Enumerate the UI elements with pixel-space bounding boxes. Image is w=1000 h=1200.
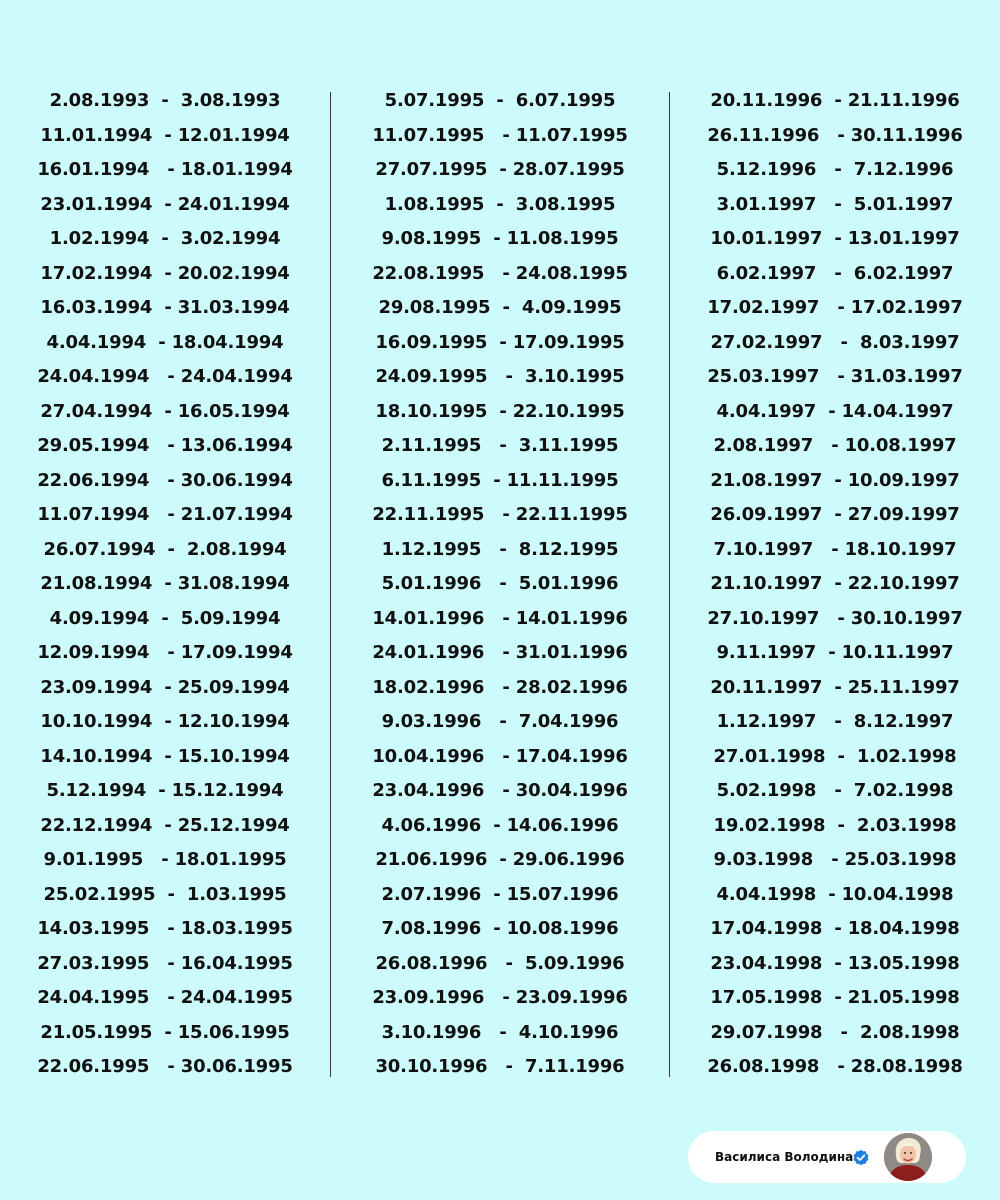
date-range-row: 17.02.1997 - 17.02.1997 bbox=[707, 297, 963, 318]
date-range-row: 1.12.1997 - 8.12.1997 bbox=[716, 711, 954, 732]
date-range-row: 5.12.1994 - 15.12.1994 bbox=[46, 780, 284, 801]
date-range-row: 11.07.1994 - 21.07.1994 bbox=[37, 504, 293, 525]
date-range-row: 7.08.1996 - 10.08.1996 bbox=[381, 918, 619, 939]
date-range-row: 17.05.1998 - 21.05.1998 bbox=[710, 987, 960, 1008]
date-range-row: 23.01.1994 - 24.01.1994 bbox=[40, 193, 290, 215]
date-range-row: 22.06.1994 - 30.06.1994 bbox=[37, 469, 293, 491]
date-range-row: 17.04.1998 - 18.04.1998 bbox=[710, 918, 960, 939]
date-range-row: 3.10.1996 - 4.10.1996 bbox=[381, 1021, 619, 1043]
date-range-row: 22.12.1994 - 25.12.1994 bbox=[40, 814, 290, 836]
date-range-row: 9.01.1995 - 18.01.1995 bbox=[43, 849, 287, 870]
date-range-row: 5.07.1995 - 6.07.1995 bbox=[384, 90, 616, 111]
avatar[interactable] bbox=[884, 1133, 932, 1181]
date-range-row: 23.04.1996 - 30.04.1996 bbox=[372, 780, 628, 801]
date-range-row: 24.04.1994 - 24.04.1994 bbox=[37, 366, 293, 387]
date-range-row: 14.03.1995 - 18.03.1995 bbox=[37, 918, 293, 939]
date-range-row: 30.10.1996 - 7.11.1996 bbox=[375, 1056, 625, 1077]
date-range-row: 11.07.1995 - 11.07.1995 bbox=[372, 124, 628, 146]
date-range-row: 16.01.1994 - 18.01.1994 bbox=[37, 159, 293, 180]
date-range-row: 22.06.1995 - 30.06.1995 bbox=[37, 1056, 293, 1077]
date-range-row: 4.04.1997 - 14.04.1997 bbox=[716, 400, 954, 422]
date-range-row: 10.10.1994 - 12.10.1994 bbox=[40, 711, 290, 732]
date-range-row: 10.01.1997 - 13.01.1997 bbox=[710, 228, 960, 249]
date-range-row: 27.01.1998 - 1.02.1998 bbox=[713, 745, 957, 767]
date-range-row: 9.08.1995 - 11.08.1995 bbox=[381, 228, 619, 249]
date-column-1 bbox=[0, 84, 330, 1080]
date-range-row: 18.10.1995 - 22.10.1995 bbox=[375, 400, 625, 422]
date-range-row: 26.07.1994 - 2.08.1994 bbox=[43, 538, 287, 560]
date-range-row: 26.11.1996 - 30.11.1996 bbox=[707, 124, 963, 146]
date-columns bbox=[0, 84, 1000, 1080]
date-range-row: 4.06.1996 - 14.06.1996 bbox=[381, 814, 619, 836]
date-range-row: 23.09.1996 - 23.09.1996 bbox=[372, 987, 628, 1008]
date-range-row: 25.02.1995 - 1.03.1995 bbox=[43, 883, 287, 905]
date-range-row: 12.09.1994 - 17.09.1994 bbox=[37, 642, 293, 663]
date-range-row: 2.07.1996 - 15.07.1996 bbox=[381, 883, 619, 905]
date-range-row: 3.01.1997 - 5.01.1997 bbox=[716, 193, 954, 215]
verified-check-icon bbox=[852, 1149, 870, 1167]
date-range-row: 16.03.1994 - 31.03.1994 bbox=[40, 297, 290, 318]
date-range-row: 27.03.1995 - 16.04.1995 bbox=[37, 952, 293, 974]
date-range-row: 22.08.1995 - 24.08.1995 bbox=[372, 262, 628, 284]
date-range-row: 1.02.1994 - 3.02.1994 bbox=[49, 228, 281, 249]
author-name: Василиса Володина bbox=[715, 1150, 854, 1164]
date-range-row: 27.10.1997 - 30.10.1997 bbox=[707, 607, 963, 629]
date-range-row: 22.11.1995 - 22.11.1995 bbox=[372, 504, 628, 525]
date-range-row: 26.08.1998 - 28.08.1998 bbox=[707, 1056, 963, 1077]
date-range-row: 10.04.1996 - 17.04.1996 bbox=[372, 745, 628, 767]
date-range-row: 26.09.1997 - 27.09.1997 bbox=[710, 504, 960, 525]
date-range-row: 26.08.1996 - 5.09.1996 bbox=[375, 952, 625, 974]
date-range-row: 17.02.1994 - 20.02.1994 bbox=[40, 262, 290, 284]
date-range-row: 27.07.1995 - 28.07.1995 bbox=[375, 159, 625, 180]
author-badge[interactable] bbox=[688, 1131, 966, 1183]
date-range-row: 11.01.1994 - 12.01.1994 bbox=[40, 124, 290, 146]
date-range-row: 14.01.1996 - 14.01.1996 bbox=[372, 607, 628, 629]
date-column-2 bbox=[331, 84, 669, 1080]
date-range-row: 5.12.1996 - 7.12.1996 bbox=[716, 159, 954, 180]
date-range-row: 21.08.1997 - 10.09.1997 bbox=[710, 469, 960, 491]
date-range-row: 16.09.1995 - 17.09.1995 bbox=[375, 331, 625, 353]
date-range-row: 27.02.1997 - 8.03.1997 bbox=[710, 331, 960, 353]
date-range-row: 21.08.1994 - 31.08.1994 bbox=[40, 573, 290, 594]
date-range-row: 29.05.1994 - 13.06.1994 bbox=[37, 435, 293, 456]
date-range-row: 20.11.1996 - 21.11.1996 bbox=[710, 90, 960, 111]
date-range-row: 27.04.1994 - 16.05.1994 bbox=[40, 400, 290, 422]
date-range-row: 29.08.1995 - 4.09.1995 bbox=[378, 297, 622, 318]
date-range-row: 1.12.1995 - 8.12.1995 bbox=[381, 538, 619, 560]
date-range-row: 25.03.1997 - 31.03.1997 bbox=[707, 366, 963, 387]
date-range-row: 2.08.1997 - 10.08.1997 bbox=[713, 435, 957, 456]
date-range-row: 20.11.1997 - 25.11.1997 bbox=[710, 676, 960, 698]
date-range-row: 14.10.1994 - 15.10.1994 bbox=[40, 745, 290, 767]
date-range-row: 21.06.1996 - 29.06.1996 bbox=[375, 849, 625, 870]
date-range-row: 4.04.1998 - 10.04.1998 bbox=[716, 883, 954, 905]
date-range-row: 7.10.1997 - 18.10.1997 bbox=[713, 538, 957, 560]
date-range-row: 23.04.1998 - 13.05.1998 bbox=[710, 952, 960, 974]
date-range-row: 4.09.1994 - 5.09.1994 bbox=[49, 607, 281, 629]
date-range-row: 9.11.1997 - 10.11.1997 bbox=[716, 642, 954, 663]
date-range-row: 1.08.1995 - 3.08.1995 bbox=[384, 193, 616, 215]
date-range-row: 9.03.1998 - 25.03.1998 bbox=[713, 849, 957, 870]
date-range-row: 18.02.1996 - 28.02.1996 bbox=[372, 676, 628, 698]
date-range-row: 6.02.1997 - 6.02.1997 bbox=[716, 262, 954, 284]
date-range-row: 5.01.1996 - 5.01.1996 bbox=[381, 573, 619, 594]
date-range-row: 24.09.1995 - 3.10.1995 bbox=[375, 366, 625, 387]
date-range-row: 21.10.1997 - 22.10.1997 bbox=[710, 573, 960, 594]
date-range-row: 23.09.1994 - 25.09.1994 bbox=[40, 676, 290, 698]
date-range-row: 19.02.1998 - 2.03.1998 bbox=[713, 814, 957, 836]
date-range-row: 2.08.1993 - 3.08.1993 bbox=[49, 90, 281, 111]
date-range-row: 2.11.1995 - 3.11.1995 bbox=[381, 435, 619, 456]
date-column-3 bbox=[670, 84, 1000, 1080]
date-range-row: 21.05.1995 - 15.06.1995 bbox=[40, 1021, 290, 1043]
date-range-row: 9.03.1996 - 7.04.1996 bbox=[381, 711, 619, 732]
date-range-row: 5.02.1998 - 7.02.1998 bbox=[716, 780, 954, 801]
date-range-row: 24.01.1996 - 31.01.1996 bbox=[372, 642, 628, 663]
date-range-row: 6.11.1995 - 11.11.1995 bbox=[381, 469, 619, 491]
date-range-row: 24.04.1995 - 24.04.1995 bbox=[37, 987, 293, 1008]
date-range-row: 29.07.1998 - 2.08.1998 bbox=[710, 1021, 960, 1043]
date-range-row: 4.04.1994 - 18.04.1994 bbox=[46, 331, 284, 353]
